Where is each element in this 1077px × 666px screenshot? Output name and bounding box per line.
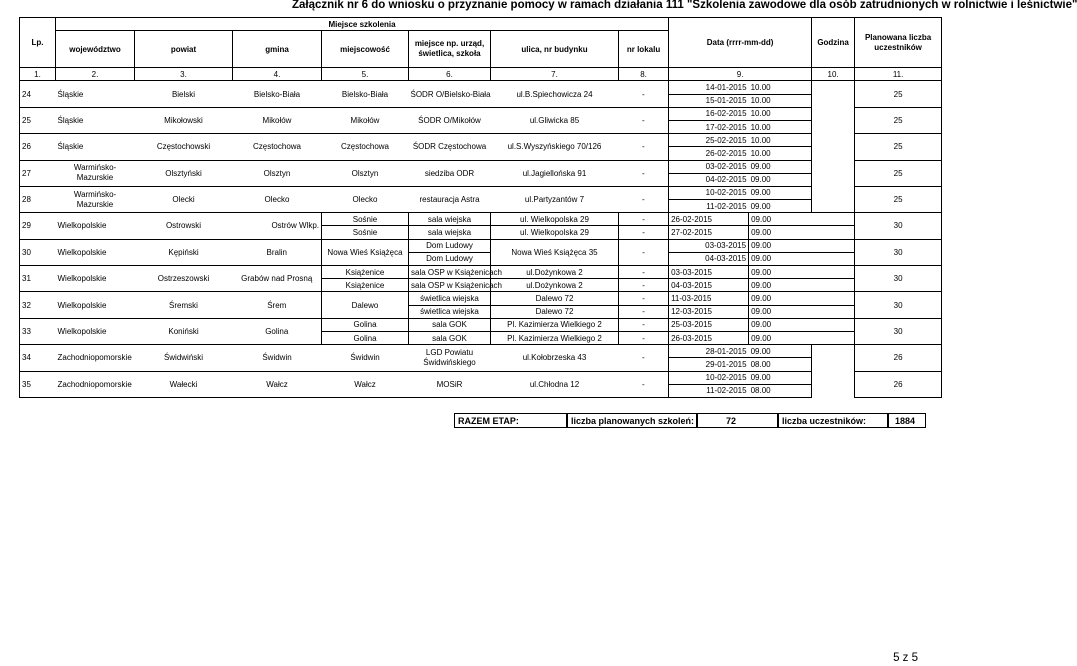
table-body [20, 81, 942, 398]
header-data: Data (rrrr-mm-dd) [669, 18, 812, 68]
wojewodztwo-cell: Wielkopolskie [56, 318, 135, 344]
miejscowosc-cell: Książenice [322, 279, 409, 292]
lp-cell: 26 [20, 134, 56, 160]
miejsce-cell: restauracja Astra [409, 186, 491, 212]
miejscowosc-cell: Golina [322, 318, 409, 331]
time-cell: 09.00 [749, 345, 812, 358]
header-godzina: Godzina [812, 18, 855, 68]
date-cell: 03-02-2015 [669, 160, 749, 173]
training-schedule-table [19, 17, 942, 398]
liczba-cell: 30 [855, 213, 942, 239]
time-cell: 09.00 [749, 200, 812, 213]
time-cell: 09.00 [749, 371, 812, 384]
time-cell: 10.00 [749, 107, 812, 120]
miejsce-cell: MOSiR [409, 371, 491, 397]
powiat-cell: Śremski [135, 292, 233, 318]
time-cell: 09.00 [749, 331, 855, 344]
time-cell: 10.00 [749, 81, 812, 94]
date-cell: 26-02-2015 [669, 213, 749, 226]
lokal-cell: - [619, 160, 669, 186]
date-cell: 11-02-2015 [669, 384, 749, 397]
lokal-cell: - [619, 371, 669, 397]
miejsce-cell: sala GOK [409, 318, 491, 331]
date-cell: 10-02-2015 [669, 186, 749, 199]
powiat-cell: Ostrzeszowski [135, 266, 233, 292]
liczba-cell: 30 [855, 292, 942, 318]
miejsce-cell: sala OSP w Książenicach [409, 279, 491, 292]
liczba-cell: 25 [855, 81, 942, 107]
liczba-cell: 30 [855, 266, 942, 292]
date-cell: 03-03-2015 [669, 266, 749, 279]
gmina-cell: Wałcz [233, 371, 322, 397]
wojewodztwo-cell: Wielkopolskie [56, 239, 135, 265]
liczba-cell: 30 [855, 239, 942, 265]
date-cell: 28-01-2015 [669, 345, 749, 358]
wojewodztwo-cell: Śląskie [56, 107, 135, 133]
header-lp: Lp. [20, 18, 56, 68]
miejscowosc-cell: Świdwin [322, 345, 409, 371]
miejsce-cell: sala wiejska [409, 226, 491, 239]
ulica-cell: ul. Wielkopolska 29 [491, 226, 619, 239]
date-cell: 27-02-2015 [669, 226, 749, 239]
ulica-cell: ul.B.Spiechowicza 24 [491, 81, 619, 107]
wojewodztwo-cell: Śląskie [56, 134, 135, 160]
lokal-cell: - [619, 239, 669, 265]
miejsce-cell: Dom Ludowy [409, 252, 491, 265]
time-cell: 08.00 [749, 384, 812, 397]
lp-cell: 34 [20, 345, 56, 371]
miejsce-cell: LGD Powiatu Świdwińskiego [409, 345, 491, 371]
table-header [20, 18, 942, 81]
miejsce-cell: ŚODR Częstochowa [409, 134, 491, 160]
miejscowosc-cell: Dalewo [322, 292, 409, 318]
summary-label: RAZEM ETAP: [454, 413, 567, 428]
date-cell: 26-03-2015 [669, 331, 749, 344]
time-cell: 09.00 [749, 160, 812, 173]
col-number: 3. [135, 68, 233, 81]
liczba-cell: 26 [855, 345, 942, 371]
ulica-cell: Dalewo 72 [491, 292, 619, 305]
powiat-cell: Koniński [135, 318, 233, 344]
header-miejscowosc: miejscowość [322, 31, 409, 68]
miejsce-cell: świetlica wiejska [409, 292, 491, 305]
time-cell: 10.00 [749, 94, 812, 107]
time-cell: 09.00 [749, 266, 855, 279]
time-cell: 10.00 [749, 134, 812, 147]
wojewodztwo-cell: Warmińsko-Mazurskie [56, 160, 135, 186]
miejscowosc-cell: Sośnie [322, 226, 409, 239]
powiat-cell: Świdwiński [135, 345, 233, 371]
time-cell: 09.00 [749, 173, 812, 186]
gmina-cell: Śrem [233, 292, 322, 318]
lp-cell: 30 [20, 239, 56, 265]
wojewodztwo-cell: Zachodniopomorskie [56, 345, 135, 371]
header-powiat: powiat [135, 31, 233, 68]
header-ulica: ulica, nr budynku [491, 31, 619, 68]
gmina-cell: Częstochowa [233, 134, 322, 160]
miejscowosc-cell: Mikołów [322, 107, 409, 133]
miejscowosc-cell: Wałcz [322, 371, 409, 397]
date-cell: 26-02-2015 [669, 147, 749, 160]
date-cell: 14-01-2015 [669, 81, 749, 94]
powiat-cell: Kępiński [135, 239, 233, 265]
lokal-cell: - [619, 318, 669, 331]
lp-cell: 25 [20, 107, 56, 133]
powiat-cell: Wałecki [135, 371, 233, 397]
powiat-cell: Ostrowski [135, 213, 233, 239]
liczba-cell: 25 [855, 107, 942, 133]
liczba-cell: 26 [855, 371, 942, 397]
miejsce-cell: siedziba ODR [409, 160, 491, 186]
summary-szkolen-value: 72 [697, 413, 778, 428]
date-cell: 17-02-2015 [669, 120, 749, 133]
lp-cell: 29 [20, 213, 56, 239]
lp-cell: 24 [20, 81, 56, 107]
time-cell: 10.00 [749, 147, 812, 160]
gmina-cell: Olsztyn [233, 160, 322, 186]
ulica-cell: ul.Chłodna 12 [491, 371, 619, 397]
miejscowosc-cell: Książenice [322, 266, 409, 279]
lokal-cell: - [619, 186, 669, 212]
time-cell: 09.00 [749, 318, 855, 331]
lokal-cell: - [619, 134, 669, 160]
ulica-cell: ul.S.Wyszyńskiego 70/126 [491, 134, 619, 160]
summary-uczestnikow-label: liczba uczestników: [778, 413, 888, 428]
time-cell: 09.00 [749, 213, 855, 226]
miejsce-cell: ŚODR O/Mikołów [409, 107, 491, 133]
lokal-cell: - [619, 266, 669, 279]
ulica-cell: ul.Dożynkowa 2 [491, 266, 619, 279]
ulica-cell: Dalewo 72 [491, 305, 619, 318]
col-number: 1. [20, 68, 56, 81]
gmina-cell: Ostrów Wlkp. [233, 213, 322, 239]
summary-uczestnikow-value: 1884 [888, 413, 926, 428]
miejsce-cell: świetlica wiejska [409, 305, 491, 318]
date-cell: 25-02-2015 [669, 134, 749, 147]
date-cell: 29-01-2015 [669, 358, 749, 371]
gmina-cell: Golina [233, 318, 322, 344]
liczba-cell: 30 [855, 318, 942, 344]
col-number: 11. [855, 68, 942, 81]
miejsce-cell: sala OSP w Książenicach [409, 266, 491, 279]
gmina-cell: Świdwin [233, 345, 322, 371]
lokal-cell: - [619, 331, 669, 344]
ulica-cell: ul.Kołobrzeska 43 [491, 345, 619, 371]
time-cell: 09.00 [749, 279, 855, 292]
gmina-cell: Bielsko-Biała [233, 81, 322, 107]
miejsce-cell: ŚODR O/Bielsko-Biała [409, 81, 491, 107]
miejscowosc-cell: Częstochowa [322, 134, 409, 160]
gmina-cell: Olecko [233, 186, 322, 212]
time-cell: 09.00 [749, 252, 855, 265]
wojewodztwo-cell: Śląskie [56, 81, 135, 107]
lp-cell: 27 [20, 160, 56, 186]
date-cell: 10-02-2015 [669, 371, 749, 384]
page-number: 5 z 5 [893, 652, 918, 664]
miejscowosc-cell: Sośnie [322, 213, 409, 226]
header-wojewodztwo: województwo [56, 31, 135, 68]
date-cell: 12-03-2015 [669, 305, 749, 318]
col-number: 4. [233, 68, 322, 81]
miejscowosc-cell: Olsztyn [322, 160, 409, 186]
time-cell: 09.00 [749, 305, 855, 318]
header-nr-lokalu: nr lokalu [619, 31, 669, 68]
col-number: 5. [322, 68, 409, 81]
miejscowosc-cell: Bielsko-Biała [322, 81, 409, 107]
wojewodztwo-cell: Zachodniopomorskie [56, 371, 135, 397]
miejscowosc-cell: Golina [322, 331, 409, 344]
header-liczba: Planowana liczba uczestników [855, 18, 942, 68]
time-cell: 09.00 [749, 226, 855, 239]
time-cell: 08.00 [749, 358, 812, 371]
liczba-cell: 25 [855, 134, 942, 160]
ulica-cell: Nowa Wieś Książęca 35 [491, 239, 619, 265]
time-cell: 10.00 [749, 120, 812, 133]
lokal-cell: - [619, 345, 669, 371]
date-cell: 25-03-2015 [669, 318, 749, 331]
ulica-cell: ul.Dożynkowa 2 [491, 279, 619, 292]
miejscowosc-cell: Nowa Wieś Książęca [322, 239, 409, 265]
powiat-cell: Olecki [135, 186, 233, 212]
header-miejsce-szkolenia: Miejsce szkolenia [56, 18, 669, 31]
gmina-cell: Grabów nad Prosną [233, 266, 322, 292]
col-number: 6. [409, 68, 491, 81]
gmina-cell: Bralin [233, 239, 322, 265]
ulica-cell: Pl. Kazimierza Wielkiego 2 [491, 318, 619, 331]
lokal-cell: - [619, 107, 669, 133]
lp-cell: 31 [20, 266, 56, 292]
lp-cell: 28 [20, 186, 56, 212]
miejsce-cell: Dom Ludowy [409, 239, 491, 252]
col-number: 10. [812, 68, 855, 81]
ulica-cell: Pl. Kazimierza Wielkiego 2 [491, 331, 619, 344]
col-number: 2. [56, 68, 135, 81]
lp-cell: 32 [20, 292, 56, 318]
time-cell: 09.00 [749, 239, 855, 252]
date-cell: 04-02-2015 [669, 173, 749, 186]
ulica-cell: ul.Gliwicka 85 [491, 107, 619, 133]
wojewodztwo-cell: Warmińsko-Mazurskie [56, 186, 135, 212]
miejsce-cell: sala wiejska [409, 213, 491, 226]
col-number: 7. [491, 68, 619, 81]
date-cell: 03-03-2015 [669, 239, 749, 252]
date-cell: 15-01-2015 [669, 94, 749, 107]
col-number: 9. [669, 68, 812, 81]
ulica-cell: ul.Jagiellońska 91 [491, 160, 619, 186]
liczba-cell: 25 [855, 186, 942, 212]
date-cell: 16-02-2015 [669, 107, 749, 120]
header-miejsce: miejsce np. urząd, świetlica, szkoła [409, 31, 491, 68]
date-cell: 11-03-2015 [669, 292, 749, 305]
powiat-cell: Mikołowski [135, 107, 233, 133]
wojewodztwo-cell: Wielkopolskie [56, 266, 135, 292]
wojewodztwo-cell: Wielkopolskie [56, 292, 135, 318]
lokal-cell: - [619, 292, 669, 305]
powiat-cell: Olsztyński [135, 160, 233, 186]
miejsce-cell: sala GOK [409, 331, 491, 344]
time-cell: 09.00 [749, 292, 855, 305]
liczba-cell: 25 [855, 160, 942, 186]
lp-cell: 33 [20, 318, 56, 344]
wojewodztwo-cell: Wielkopolskie [56, 213, 135, 239]
ulica-cell: ul.Partyzantów 7 [491, 186, 619, 212]
lokal-cell: - [619, 81, 669, 107]
summary-szkolen-label: liczba planowanych szkoleń: [567, 413, 697, 428]
powiat-cell: Częstochowski [135, 134, 233, 160]
date-cell: 04-03-2015 [669, 279, 749, 292]
ulica-cell: ul. Wielkopolska 29 [491, 213, 619, 226]
lp-cell: 35 [20, 371, 56, 397]
time-cell: 09.00 [749, 186, 812, 199]
miejscowosc-cell: Olecko [322, 186, 409, 212]
lokal-cell: - [619, 305, 669, 318]
document-title: Załącznik nr 6 do wniosku o przyznanie pomocy w ramach działania 111 "Szkolenia zawodowe dla osób zatrudnionych w rolnictwie i leśnictwie" [292, 0, 1077, 11]
col-number: 8. [619, 68, 669, 81]
powiat-cell: Bielski [135, 81, 233, 107]
header-gmina: gmina [233, 31, 322, 68]
gmina-cell: Mikołów [233, 107, 322, 133]
date-cell: 04-03-2015 [669, 252, 749, 265]
lokal-cell: - [619, 226, 669, 239]
date-cell: 11-02-2015 [669, 200, 749, 213]
lokal-cell: - [619, 213, 669, 226]
lokal-cell: - [619, 279, 669, 292]
